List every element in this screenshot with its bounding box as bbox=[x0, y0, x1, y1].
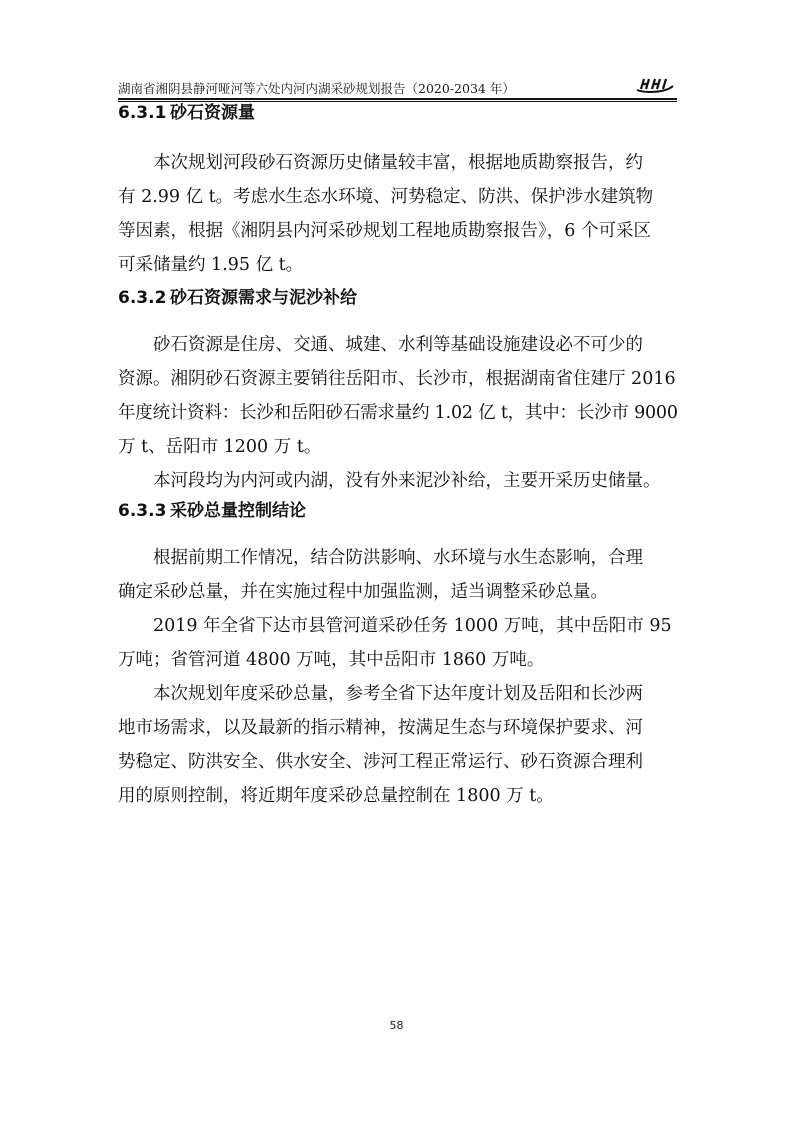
paragraph-line: 年度统计资料：长沙和岳阳砂石需求量约 1.02 亿 t，其中：长沙市 9000 bbox=[118, 403, 678, 423]
hhi-logo-icon bbox=[635, 76, 675, 94]
section-title: 采砂总量控制结论 bbox=[170, 501, 306, 521]
paragraph-line: 本次规划河段砂石资源历史储量较丰富，根据地质勘察报告，约 bbox=[153, 153, 643, 173]
section-title: 砂石资源需求与泥沙补给 bbox=[170, 288, 357, 308]
paragraph-line: 有 2.99 亿 t。考虑水生态水环境、河势稳定、防洪、保护涉水建筑物 bbox=[118, 187, 654, 207]
page-number: 58 bbox=[389, 1019, 404, 1032]
paragraph-line: 等因素，根据《湘阴县内河采砂规划工程地质勘察报告》，6 个可采区 bbox=[118, 221, 651, 241]
section-title: 砂石资源量 bbox=[170, 103, 255, 123]
section-heading bbox=[118, 498, 678, 524]
paragraph-line: 用的原则控制，将近期年度采砂总量控制在 1800 万 t。 bbox=[118, 786, 554, 806]
section-number: 6.3.3 bbox=[118, 501, 167, 521]
paragraph bbox=[118, 609, 678, 677]
paragraph-line: 确定采砂总量，并在实施过程中加强监测，适当调整采砂总量。 bbox=[118, 582, 608, 602]
paragraph-line: 2019 年全省下达市县管河道采砂任务 1000 万吨，其中岳阳市 95 bbox=[153, 616, 672, 636]
paragraph-line: 势稳定、防洪安全、供水安全、涉河工程正常运行、砂石资源合理利 bbox=[118, 752, 643, 772]
section-number: 6.3.1 bbox=[118, 103, 167, 123]
section-number: 6.3.2 bbox=[118, 288, 167, 308]
paragraph bbox=[118, 328, 678, 464]
document-body bbox=[118, 98, 678, 813]
paragraph-line: 本河段均为内河或内湖，没有外来泥沙补给，主要开采历史储量。 bbox=[153, 471, 661, 491]
paragraph-line: 万 t、岳阳市 1200 万 t。 bbox=[118, 437, 322, 457]
paragraph bbox=[118, 146, 678, 282]
paragraph-line: 砂石资源是住房、交通、城建、水利等基础设施建设必不可少的 bbox=[153, 335, 643, 355]
paragraph-line: 地市场需求，以及最新的指示精神，按满足生态与环境保护要求、河 bbox=[118, 718, 643, 738]
section-heading bbox=[118, 285, 678, 311]
paragraph-line: 万吨；省管河道 4800 万吨，其中岳阳市 1860 万吨。 bbox=[118, 650, 545, 670]
paragraph-line: 资源。湘阴砂石资源主要销往岳阳市、长沙市，根据湖南省住建厅 2016 bbox=[118, 369, 676, 389]
paragraph bbox=[118, 677, 678, 813]
paragraph bbox=[118, 541, 678, 609]
section-heading bbox=[118, 100, 678, 126]
header-title: 湖南省湘阴县静河哑河等六处内河内湖采砂规划报告（2020-2034 年） bbox=[118, 81, 515, 96]
paragraph bbox=[118, 464, 678, 498]
page-header bbox=[118, 76, 677, 98]
paragraph-line: 可采储量约 1.95 亿 t。 bbox=[118, 255, 304, 275]
paragraph-line: 本次规划年度采砂总量，参考全省下达年度计划及岳阳和长沙两 bbox=[153, 684, 643, 704]
paragraph-line: 根据前期工作情况，结合防洪影响、水环境与水生态影响，合理 bbox=[153, 548, 643, 568]
